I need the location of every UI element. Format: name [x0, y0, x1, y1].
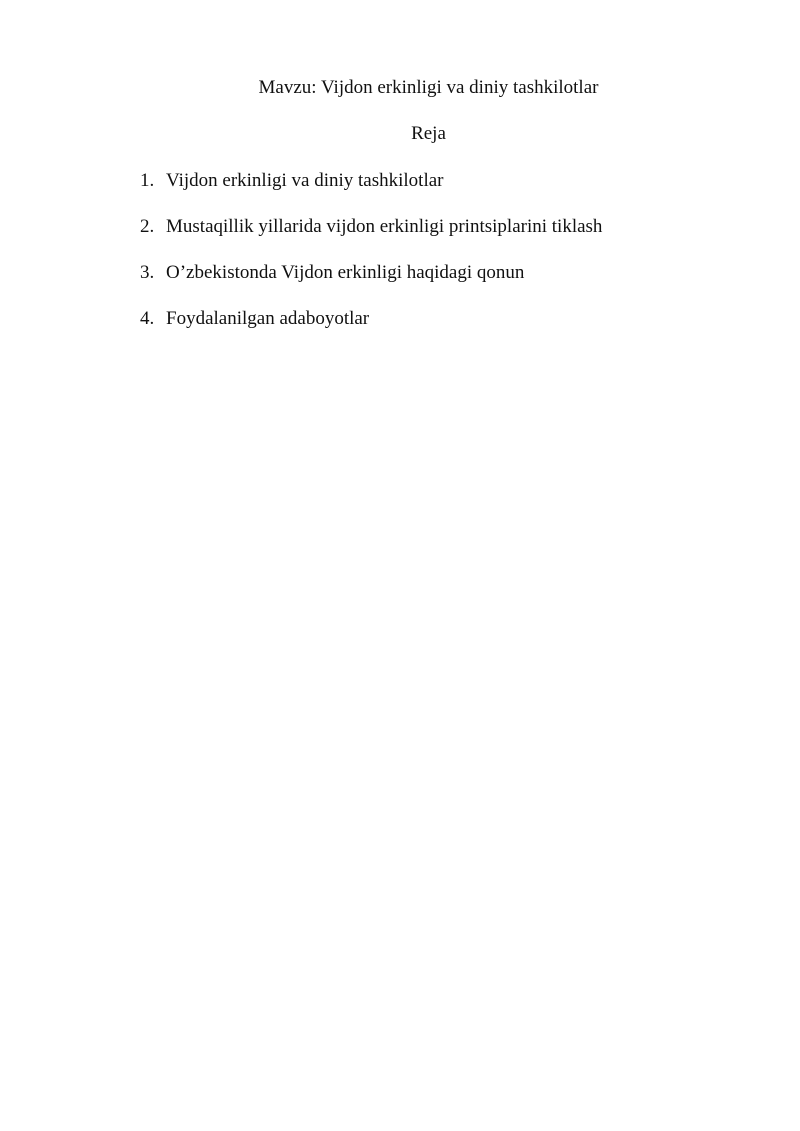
plan-item-3	[140, 261, 602, 285]
plan-item-text: Foydalanilgan adaboyotlar	[166, 308, 370, 329]
plan-heading: Reja	[411, 123, 446, 144]
plan-item-1	[140, 169, 602, 193]
plan-list	[140, 169, 602, 353]
plan-item-text: Mustaqillik yillarida vijdon erkinligi printsiplarini tiklash	[166, 216, 603, 237]
plan-item-number: 1.	[140, 170, 155, 191]
plan-item-4	[140, 307, 602, 331]
plan-item-number: 3.	[140, 262, 155, 283]
plan-item-text: O’zbekistonda Vijdon erkinligi haqidagi qonun	[166, 262, 525, 283]
plan-item-number: 4.	[140, 308, 155, 329]
plan-item-2	[140, 215, 602, 239]
plan-item-text: Vijdon erkinligi va diniy tashkilotlar	[166, 170, 444, 191]
plan-item-number: 2.	[140, 216, 155, 237]
document-title: Mavzu: Vijdon erkinligi va diniy tashkilotlar	[258, 77, 599, 98]
